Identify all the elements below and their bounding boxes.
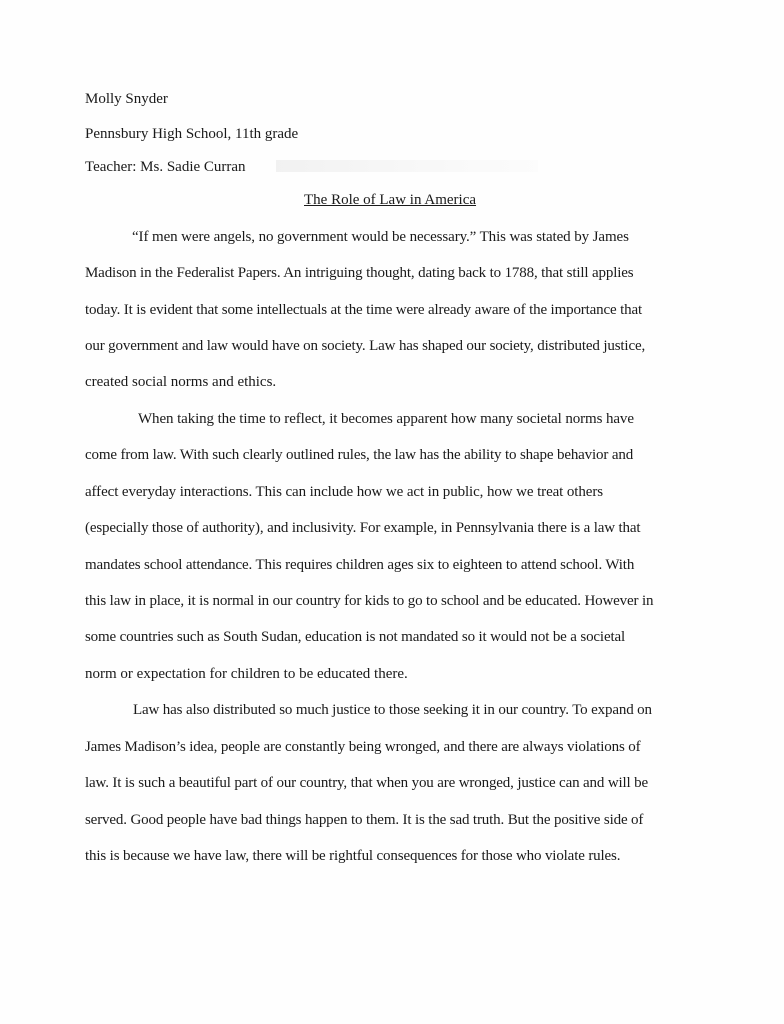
essay-line: created social norms and ethics. (85, 374, 277, 390)
school-line: Pennsbury High School, 11th grade (85, 126, 299, 142)
essay-line: this law in place, it is normal in our country for kids to go to school and be educated. However in (85, 593, 654, 609)
essay-line: (especially those of authority), and inclusivity. For example, in Pennsylvania there is a law that (85, 520, 641, 536)
essay-line: some countries such as South Sudan, education is not mandated so it would not be a societal (85, 629, 626, 645)
redacted-region (276, 160, 538, 172)
essay-line: our government and law would have on society. Law has shaped our society, distributed justice, (85, 338, 646, 354)
teacher-line: Teacher: Ms. Sadie Curran (85, 159, 246, 175)
essay-line: this is because we have law, there will be rightful consequences for those who violate rules. (85, 848, 621, 864)
essay-line: Law has also distributed so much justice to those seeking it in our country. To expand on (133, 702, 652, 718)
author-name: Molly Snyder (85, 91, 168, 107)
essay-line: today. It is evident that some intellectuals at the time were already aware of the importance that (85, 302, 643, 318)
essay-line: served. Good people have bad things happen to them. It is the sad truth. But the positive side of (85, 812, 644, 828)
essay-line: law. It is such a beautiful part of our country, that when you are wronged, justice can and will be (85, 775, 649, 791)
essay-line: Madison in the Federalist Papers. An intriguing thought, dating back to 1788, that still applies (85, 265, 634, 281)
essay-line: norm or expectation for children to be educated there. (85, 666, 408, 682)
essay-line: affect everyday interactions. This can include how we act in public, how we treat others (85, 484, 603, 500)
essay-title: The Role of Law in America (304, 192, 477, 208)
essay-line: come from law. With such clearly outlined rules, the law has the ability to shape behavior and (85, 447, 634, 463)
essay-line: “If men were angels, no government would be necessary.” This was stated by James (132, 229, 629, 245)
essay-line: When taking the time to reflect, it becomes apparent how many societal norms have (138, 411, 634, 427)
essay-line: James Madison’s idea, people are constantly being wronged, and there are always violations of (85, 739, 641, 755)
essay-line: mandates school attendance. This requires children ages six to eighteen to attend school. With (85, 557, 635, 573)
